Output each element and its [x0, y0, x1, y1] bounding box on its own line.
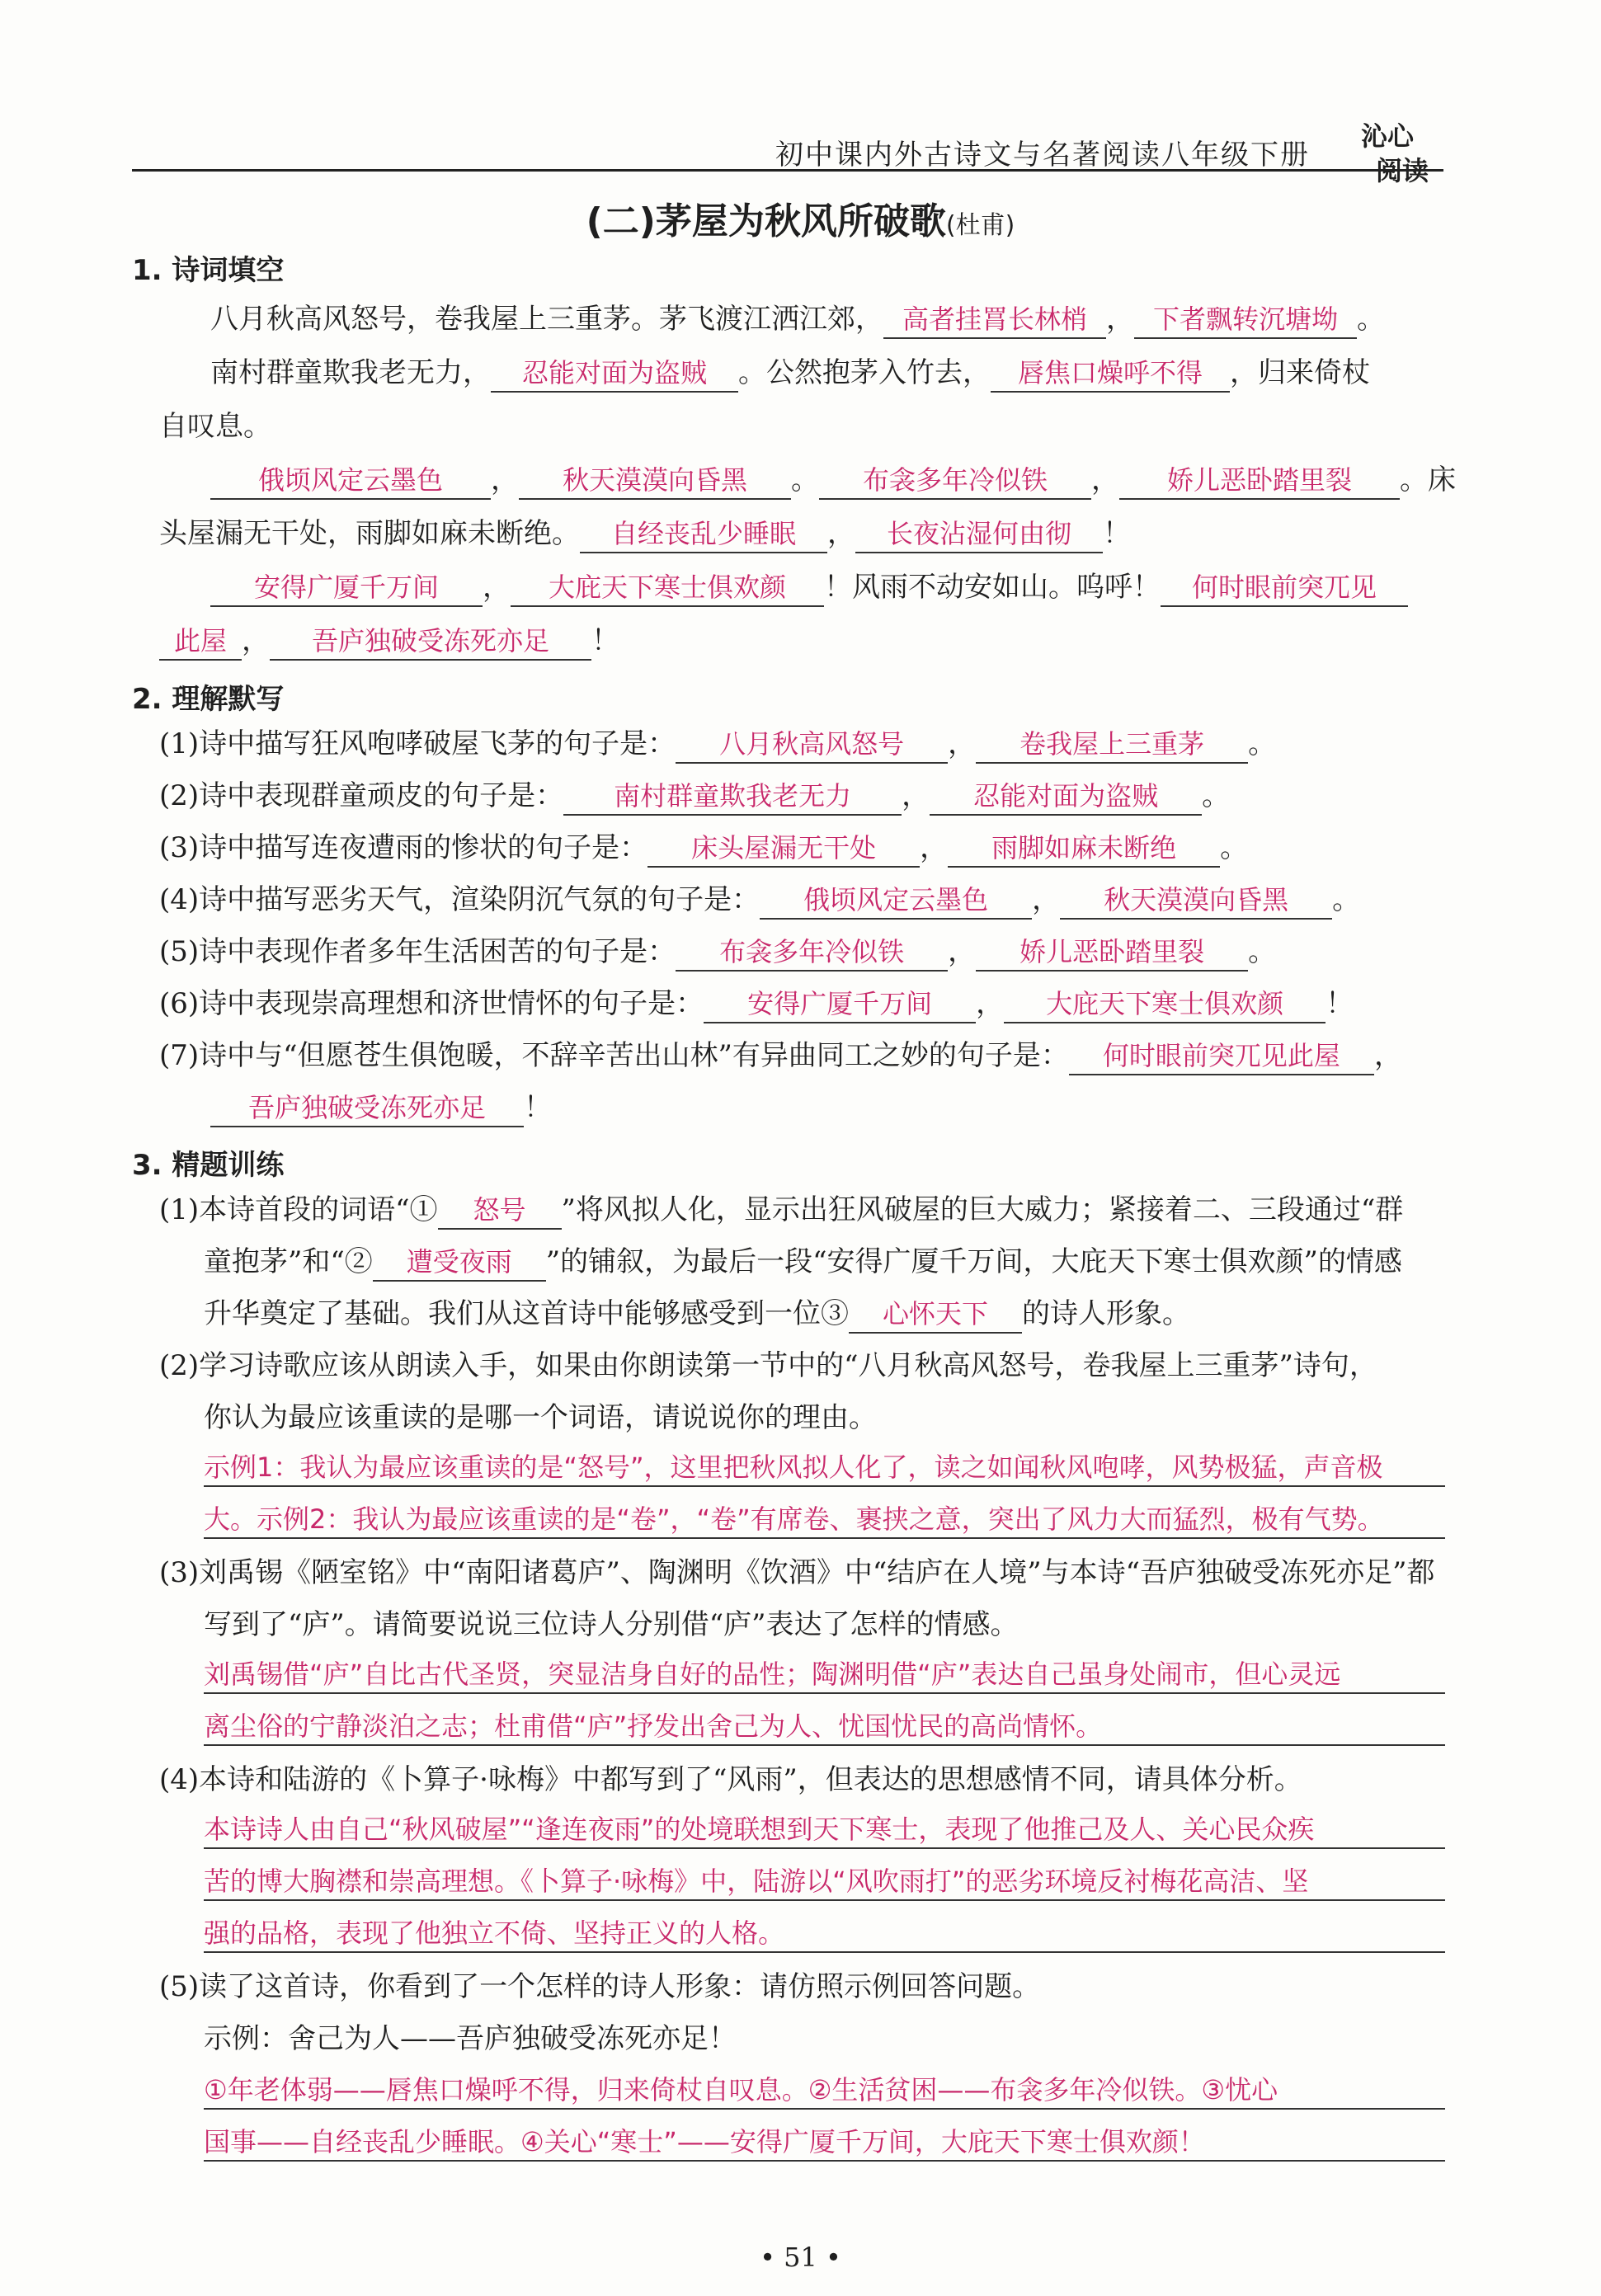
answer-line: ①年老体弱——唇焦口燥呼不得，归来倚杖自叹息。②生活贫困——布衾多年冷似铁。③忧心 — [204, 2072, 1445, 2110]
answer-blank: 大庇天下寒士俱欢颜 — [1004, 986, 1326, 1023]
answer-blank: 吾庐独破受冻死亦足 — [270, 623, 591, 661]
answer-blank: 秋天漠漠向昏黑 — [519, 462, 791, 500]
brand-logo-top: 沁心 — [1361, 120, 1415, 152]
page-title — [0, 191, 1601, 244]
practice-q1-line3: 升华奠定了基础。我们从这首诗中能够感受到一位③ 心怀天下 的诗人形象。 — [204, 1296, 1190, 1334]
answer-blank: 安得广厦千万间 — [704, 986, 976, 1023]
recall-q1: (1)诗中描写狂风咆哮破屋飞茅的句子是： 八月秋高风怒号 ， 卷我屋上三重茅 。 — [159, 726, 1276, 764]
header-rule — [132, 169, 1443, 172]
practice-q5-line1: (5)读了这首诗，你看到了一个怎样的诗人形象：请仿照示例回答问题。 — [159, 1970, 1041, 2003]
practice-q1-line1: (1)本诗首段的词语“① 怒号 ”将风拟人化，显示出狂风破屋的巨大威力；紧接着二、三段通过“群 — [159, 1192, 1403, 1230]
book-title: 初中课内外古诗文与名著阅读八年级下册 — [775, 139, 1310, 172]
answer-blank: 布衾多年冷似铁 — [676, 934, 948, 972]
answer-blank: 床头屋漏无干处 — [647, 830, 920, 868]
answer-blank: 遭受夜雨 — [373, 1244, 546, 1282]
section-heading-2: 2. 理解默写 — [132, 683, 285, 716]
recall-q5: (5)诗中表现作者多年生活困苦的句子是： 布衾多年冷似铁 ， 娇儿恶卧踏里裂 。 — [159, 934, 1276, 972]
answer-blank: 吾庐独破受冻死亦足 — [210, 1089, 524, 1127]
answer-blank: 俄顷风定云墨色 — [210, 462, 491, 500]
fill-line-1: 八月秋高风怒号，卷我屋上三重茅。茅飞渡江洒江郊， 高者挂罥长林梢 ， 下者飘转沉塘坳 。 — [210, 301, 1385, 339]
page-number: • 51 • — [760, 2242, 841, 2273]
fill-line-4: 俄顷风定云墨色 ， 秋天漠漠向昏黑 。 布衾多年冷似铁 ， 娇儿恶卧踏里裂 。床 — [210, 462, 1456, 500]
poem-title: (二)茅屋为秋风所破歌 — [586, 200, 946, 242]
answer-blank: 安得广厦千万间 — [210, 569, 483, 607]
answer-blank: 娇儿恶卧踏里裂 — [976, 934, 1248, 972]
answer-line: 大。示例2：我认为最应该重读的是“卷”，“卷”有席卷、裹挟之意，突出了风力大而猛烈，极有气势。 — [204, 1501, 1445, 1539]
answer-blank: 南村群童欺我老无力 — [563, 778, 902, 816]
answer-blank: 八月秋高风怒号 — [676, 726, 948, 764]
answer-blank: 娇儿恶卧踏里裂 — [1119, 462, 1400, 500]
answer-blank: 此屋 — [159, 623, 242, 661]
practice-q2-line2: 你认为最应该重读的是哪一个词语，请说说你的理由。 — [204, 1401, 877, 1434]
answer-blank: 何时眼前突兀见 — [1161, 569, 1408, 607]
answer-blank: 怒号 — [438, 1192, 562, 1230]
answer-blank: 忍能对面为盗贼 — [930, 778, 1202, 816]
section-heading-1: 1. 诗词填空 — [132, 254, 285, 287]
recall-q7: (7)诗中与“但愿苍生俱饱暖，不辞辛苦出山林”有异曲同工之妙的句子是： 何时眼前突兀见此屋 ， — [159, 1037, 1402, 1075]
answer-blank: 雨脚如麻未断绝 — [948, 830, 1220, 868]
recall-q3: (3)诗中描写连夜遭雨的惨状的句子是： 床头屋漏无干处 ， 雨脚如麻未断绝 。 — [159, 830, 1248, 868]
fill-line-7: 此屋 ， 吾庐独破受冻死亦足 ！ — [159, 623, 619, 661]
poem-author: (杜甫) — [945, 211, 1015, 240]
answer-line: 刘禹锡借“庐”自比古代圣贤，突显洁身自好的品性；陶渊明借“庐”表达自己虽身处闹市，但心灵远 — [204, 1656, 1445, 1694]
answer-line: 本诗诗人由自己“秋风破屋”“逢连夜雨”的处境联想到天下寒士，表现了他推己及人、关心民众疾 — [204, 1811, 1445, 1849]
answer-blank: 布衾多年冷似铁 — [819, 462, 1091, 500]
answer-line: 示例1：我认为最应该重读的是“怒号”，这里把秋风拟人化了，读之如闻秋风咆哮，风势极猛，声音极 — [204, 1449, 1445, 1487]
practice-q5-example: 示例：舍己为人——吾庐独破受冻死亦足！ — [204, 2022, 737, 2055]
answer-blank: 俄顷风定云墨色 — [760, 882, 1032, 920]
practice-q4-line1: (4)本诗和陆游的《卜算子·咏梅》中都写到了“风雨”，但表达的思想感情不同，请具体分析。 — [159, 1763, 1302, 1796]
practice-q3-line2: 写到了“庐”。请简要说说三位诗人分别借“庐”表达了怎样的情感。 — [204, 1608, 1019, 1641]
brand-logo-bottom: 阅读 — [1376, 155, 1429, 186]
fill-line-6: 安得广厦千万间 ， 大庇天下寒士俱欢颜 ！风雨不动安如山。呜呼！ 何时眼前突兀见 — [210, 569, 1408, 607]
practice-q3-line1: (3)刘禹锡《陋室铭》中“南阳诸葛庐”、陶渊明《饮酒》中“结庐在人境”与本诗“吾庐独破受冻死亦足”都 — [159, 1556, 1435, 1589]
recall-q6: (6)诗中表现崇高理想和济世情怀的句子是： 安得广厦千万间 ， 大庇天下寒士俱欢颜 ！ — [159, 986, 1354, 1023]
fill-line-5: 头屋漏无干处，雨脚如麻未断绝。 自经丧乱少睡眠 ， 长夜沾湿何由彻 ！ — [159, 515, 1131, 553]
answer-blank: 自经丧乱少睡眠 — [580, 515, 827, 553]
fill-line-2: 南村群童欺我老无力， 忍能对面为盗贼 。公然抱茅入竹去， 唇焦口燥呼不得 ，归来倚杖 — [210, 355, 1370, 393]
answer-blank: 心怀天下 — [849, 1296, 1022, 1334]
recall-q4: (4)诗中描写恶劣天气，渲染阴沉气氛的句子是： 俄顷风定云墨色 ， 秋天漠漠向昏黑 。 — [159, 882, 1360, 920]
answer-blank: 唇焦口燥呼不得 — [991, 355, 1230, 393]
answer-blank: 高者挂罥长林梢 — [883, 301, 1106, 339]
answer-line: 强的品格，表现了他独立不倚、坚持正义的人格。 — [204, 1915, 1445, 1953]
answer-blank: 卷我屋上三重茅 — [976, 726, 1248, 764]
answer-blank: 何时眼前突兀见此屋 — [1069, 1037, 1374, 1075]
answer-blank: 忍能对面为盗贼 — [491, 355, 738, 393]
answer-line: 离尘俗的宁静淡泊之志；杜甫借“庐”抒发出舍己为人、忧国忧民的高尚情怀。 — [204, 1708, 1445, 1746]
section-heading-3: 3. 精题训练 — [132, 1149, 285, 1182]
practice-q1-line2: 童抱茅”和“② 遭受夜雨 ”的铺叙，为最后一段“安得广厦千万间，大庇天下寒士俱欢颜”的情感 — [204, 1244, 1402, 1282]
answer-line: 苦的博大胸襟和崇高理想。《卜算子·咏梅》中，陆游以“风吹雨打”的恶劣环境反衬梅花高洁、坚 — [204, 1863, 1445, 1901]
answer-blank: 大庇天下寒士俱欢颜 — [511, 569, 824, 607]
answer-blank: 秋天漠漠向昏黑 — [1060, 882, 1332, 920]
answer-blank: 长夜沾湿何由彻 — [855, 515, 1103, 553]
recall-q2: (2)诗中表现群童顽皮的句子是： 南村群童欺我老无力 ， 忍能对面为盗贼 。 — [159, 778, 1230, 816]
answer-line: 国事——自经丧乱少睡眠。④关心“寒士”——安得广厦千万间，大庇天下寒士俱欢颜！ — [204, 2124, 1445, 2162]
fill-line-3: 自叹息。 — [159, 410, 271, 443]
recall-q7-cont: 吾庐独破受冻死亦足 ！ — [210, 1089, 552, 1127]
answer-blank: 下者飘转沉塘坳 — [1134, 301, 1357, 339]
practice-q2-line1: (2)学习诗歌应该从朗读入手，如果由你朗读第一节中的“八月秋高风怒号，卷我屋上三重茅”诗句， — [159, 1349, 1377, 1382]
